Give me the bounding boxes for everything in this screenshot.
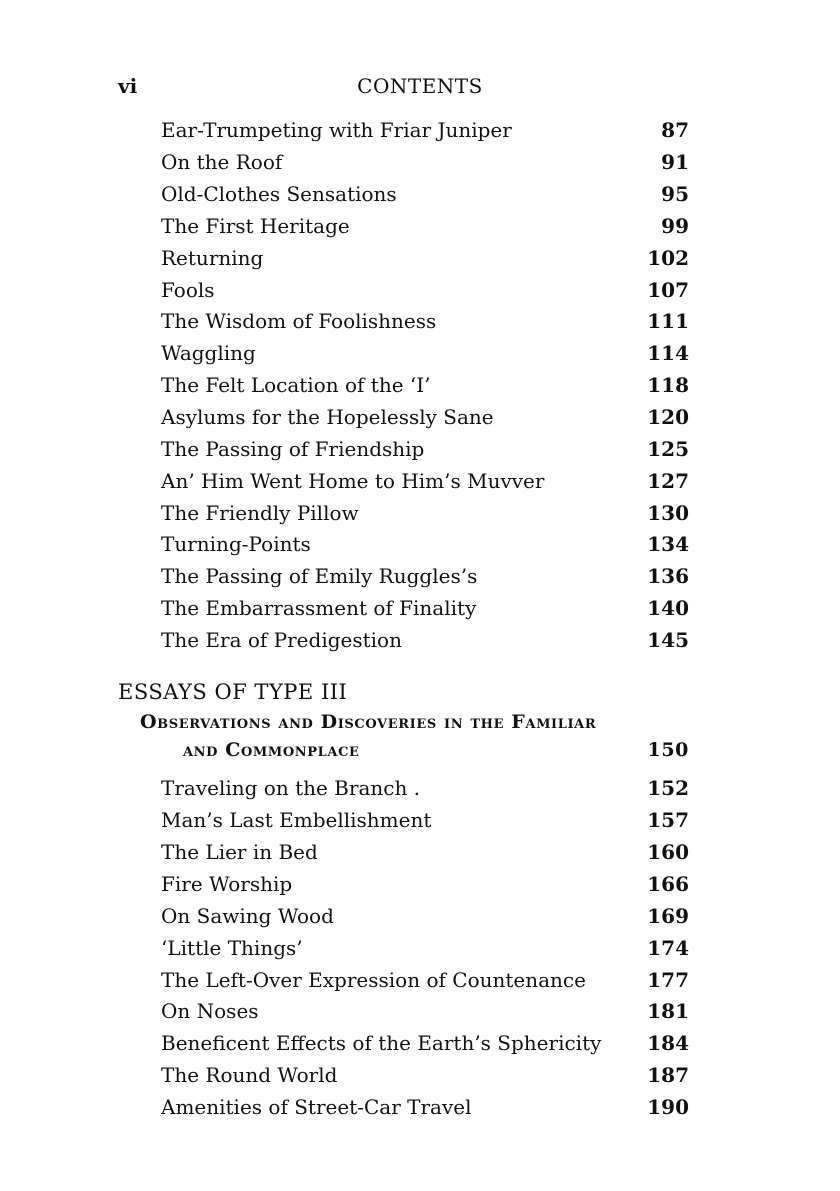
toc-entry-title: Asylums for the Hopelessly Sane (161, 405, 494, 429)
toc-entry-title: The Round World (161, 1063, 338, 1087)
toc-entry-title: Traveling on the Branch . (161, 776, 421, 800)
toc-entry-title: The Era of Predigestion (161, 628, 402, 652)
toc-entry-title: Returning (161, 246, 264, 270)
toc-entry (161, 147, 689, 177)
toc-entry-title: The Left-Over Expression of Countenance (161, 968, 586, 992)
toc-entry-page: 99 (661, 214, 689, 238)
toc-entry-page: 118 (647, 373, 689, 397)
toc-entry-title: Waggling (161, 341, 256, 365)
toc-entry-title: Old-Clothes Sensations (161, 182, 397, 206)
toc-entry-page: 187 (647, 1063, 689, 1087)
toc-entry (161, 773, 689, 803)
toc-entry-page: 134 (647, 532, 689, 556)
toc-entry-page: 190 (647, 1095, 689, 1119)
toc-entry (161, 996, 689, 1026)
toc-entry (161, 370, 689, 400)
toc-entry (161, 498, 689, 528)
toc-entry-title: Man’s Last Embellishment (161, 808, 432, 832)
toc-entry (161, 211, 689, 241)
toc-entry (161, 1028, 689, 1058)
toc-entry-title: ‘Little Things’ (161, 936, 303, 960)
toc-entry (161, 306, 689, 336)
toc-entry-page: 177 (647, 968, 689, 992)
toc-entry-title: The Friendly Pillow (161, 501, 359, 525)
toc-entry (161, 466, 689, 496)
toc-entry-title: Fire Worship (161, 872, 293, 896)
toc-entry-page: 114 (647, 341, 689, 365)
toc-entry-page: 91 (661, 150, 689, 174)
toc-entry (161, 625, 689, 655)
toc-entry-page: 130 (647, 501, 689, 525)
toc-entry (161, 529, 689, 559)
toc-entry-page: 166 (647, 872, 689, 896)
toc-entry-page: 160 (647, 840, 689, 864)
toc-entry (161, 837, 689, 867)
toc-entry (161, 115, 689, 145)
toc-entry-page: 95 (661, 182, 689, 206)
toc-entry (161, 338, 689, 368)
toc-entry-page: 157 (647, 808, 689, 832)
toc-entry (161, 869, 689, 899)
toc-entry-page: 111 (647, 309, 689, 333)
section-subheading: Observations and Discoveries in the Familiar (140, 711, 597, 733)
toc-entry-page: 140 (647, 596, 689, 620)
toc-entry (161, 933, 689, 963)
toc-entry-title: An’ Him Went Home to Him’s Muvver (161, 469, 545, 493)
toc-entry-page: 169 (647, 904, 689, 928)
section-subheading-text: and Commonplace (183, 739, 360, 761)
toc-entry (161, 805, 689, 835)
toc-entry-title: Turning-Points (161, 532, 311, 556)
toc-entry-page: 184 (647, 1031, 689, 1055)
toc-entry-title: The Embarrassment of Finality (161, 596, 477, 620)
toc-entry-page: 120 (647, 405, 689, 429)
toc-entry (161, 179, 689, 209)
toc-entry (161, 593, 689, 623)
toc-entry-page: 102 (647, 246, 689, 270)
toc-entry-title: On Sawing Wood (161, 904, 334, 928)
toc-entry-title: On Noses (161, 999, 259, 1023)
toc-entry-page: 127 (647, 469, 689, 493)
section-subheading-page: 150 (647, 739, 689, 761)
toc-entry-title: Ear-Trumpeting with Friar Juniper (161, 118, 512, 142)
toc-entry (161, 243, 689, 273)
toc-entry-title: Beneficent Effects of the Earth’s Sphericity (161, 1031, 602, 1055)
running-head-title: CONTENTS (357, 74, 483, 98)
toc-entry-title: On the Roof (161, 150, 283, 174)
toc-entry (161, 1092, 689, 1122)
toc-entry (161, 901, 689, 931)
toc-entry-page: 174 (647, 936, 689, 960)
toc-entry-title: The Felt Location of the ‘I’ (161, 373, 431, 397)
toc-entry-page: 136 (647, 564, 689, 588)
toc-entry-title: Fools (161, 278, 215, 302)
toc-entry-title: The Passing of Emily Ruggles’s (161, 564, 478, 588)
toc-entry-title: The Lier in Bed (161, 840, 318, 864)
toc-entry-page: 87 (661, 118, 689, 142)
toc-entry-page: 107 (647, 278, 689, 302)
toc-entry-page: 152 (647, 776, 689, 800)
toc-entry (161, 1060, 689, 1090)
toc-entry-title: The Passing of Friendship (161, 437, 425, 461)
toc-entry-page: 125 (647, 437, 689, 461)
toc-entry (161, 402, 689, 432)
toc-entry (161, 275, 689, 305)
page-number: vi (118, 74, 138, 98)
toc-entry-page: 181 (647, 999, 689, 1023)
toc-entry-page: 145 (647, 628, 689, 652)
section-heading: ESSAYS OF TYPE III (118, 680, 348, 704)
toc-entry-title: Amenities of Street-Car Travel (161, 1095, 472, 1119)
toc-entry (161, 561, 689, 591)
toc-entry (161, 965, 689, 995)
toc-entry (161, 434, 689, 464)
toc-entry-title: The First Heritage (161, 214, 350, 238)
toc-entry-title: The Wisdom of Foolishness (161, 309, 437, 333)
section-subheading-continued (183, 739, 689, 761)
